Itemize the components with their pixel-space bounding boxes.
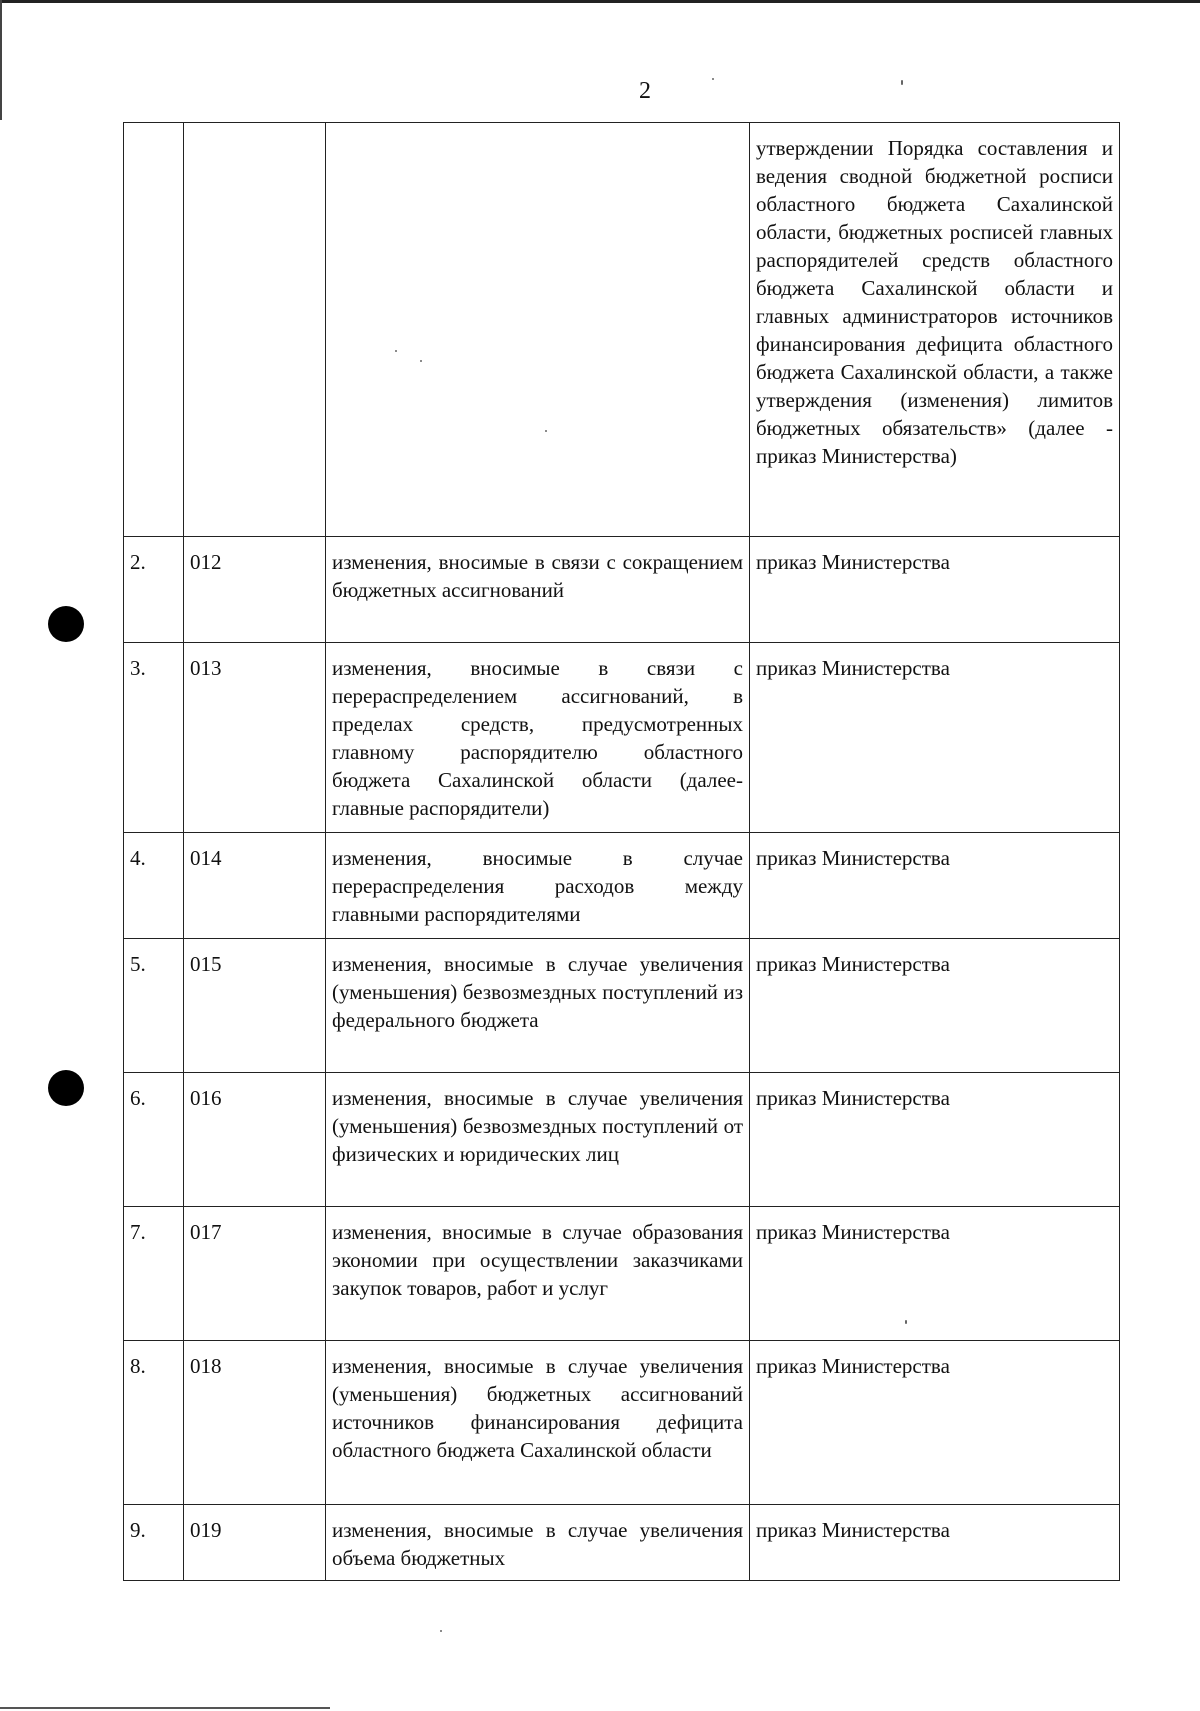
- row-description-cell: изменения, вносимые в случае увеличения (уменьшения) безвозмездных поступлений из федерального бюджета: [326, 939, 750, 1073]
- scan-speck: [901, 80, 903, 85]
- row-description-cell: изменения, вносимые в случае образования экономии при осуществлении заказчиками закупок товаров, работ и услуг: [326, 1207, 750, 1341]
- table-row: [124, 833, 1120, 939]
- row-code-cell: 014: [184, 833, 326, 939]
- binder-hole-mark: [48, 606, 84, 642]
- row-description-cell: изменения, вносимые в связи с сокращением бюджетных ассигнований: [326, 537, 750, 643]
- binder-hole-mark: [48, 1070, 84, 1106]
- row-description-cell: изменения, вносимые в случае увеличения объема бюджетных: [326, 1505, 750, 1581]
- row-number-cell: 7.: [124, 1207, 184, 1341]
- table-row: [124, 939, 1120, 1073]
- row-basis-cell: приказ Министерства: [750, 1505, 1120, 1581]
- row-number-cell: 2.: [124, 537, 184, 643]
- row-code-cell: 018: [184, 1341, 326, 1505]
- row-code-cell: 016: [184, 1073, 326, 1207]
- scan-left-edge: [0, 0, 2, 120]
- table-row: [124, 1505, 1120, 1581]
- row-basis-cell: приказ Министерства: [750, 1073, 1120, 1207]
- row-number-cell: 6.: [124, 1073, 184, 1207]
- row-basis-cell: приказ Министерства: [750, 1207, 1120, 1341]
- table-row: [124, 643, 1120, 833]
- table-row: [124, 1207, 1120, 1341]
- row-basis-cell: утверждении Порядка составления и ведения сводной бюджетной росписи областного бюджета Сахалинской области, бюджетных росписей главных распорядителей средств областного бюджета Сахалинской области и главных администраторов источников финансирования дефицита областного бюджета Сахалинской области, а также утверждения (изменения) лимитов бюджетных обязательств» (далее - приказ Министерства): [750, 123, 1120, 537]
- row-number-cell: 9.: [124, 1505, 184, 1581]
- row-description-cell: изменения, вносимые в случае увеличения (уменьшения) бюджетных ассигнований источников финансирования дефицита областного бюджета Сахалинской области: [326, 1341, 750, 1505]
- row-number-cell: 5.: [124, 939, 184, 1073]
- row-basis-cell: приказ Министерства: [750, 1341, 1120, 1505]
- row-number-cell: 8.: [124, 1341, 184, 1505]
- table-row: [124, 1341, 1120, 1505]
- table-row: [124, 1073, 1120, 1207]
- row-number-cell: 4.: [124, 833, 184, 939]
- table-row: [124, 537, 1120, 643]
- row-code-cell: 013: [184, 643, 326, 833]
- row-basis-cell: приказ Министерства: [750, 833, 1120, 939]
- row-description-cell: изменения, вносимые в случае увеличения (уменьшения) безвозмездных поступлений от физических и юридических лиц: [326, 1073, 750, 1207]
- row-basis-cell: приказ Министерства: [750, 643, 1120, 833]
- row-code-cell: 019: [184, 1505, 326, 1581]
- row-description-cell: изменения, вносимые в связи с перераспределением ассигнований, в пределах средств, предусмотренных главному распорядителю областного бюджета Сахалинской области (далее-главные распорядители): [326, 643, 750, 833]
- scan-bottom-edge: [0, 1707, 330, 1709]
- scan-top-edge: [0, 0, 1200, 3]
- row-basis-cell: приказ Министерства: [750, 537, 1120, 643]
- row-code-cell: 012: [184, 537, 326, 643]
- row-code-cell: 017: [184, 1207, 326, 1341]
- row-code-cell: [184, 123, 326, 537]
- row-basis-cell: приказ Министерства: [750, 939, 1120, 1073]
- scan-speck: [712, 78, 714, 80]
- page-number: 2: [639, 78, 651, 104]
- row-code-cell: 015: [184, 939, 326, 1073]
- row-description-cell: [326, 123, 750, 537]
- row-description-cell: изменения, вносимые в случае перераспределения расходов между главными распорядителями: [326, 833, 750, 939]
- table-row-continuation: [124, 123, 1120, 537]
- budget-changes-table: [123, 122, 1120, 1581]
- scan-speck: [440, 1630, 442, 1632]
- row-number-cell: 3.: [124, 643, 184, 833]
- row-number-cell: [124, 123, 184, 537]
